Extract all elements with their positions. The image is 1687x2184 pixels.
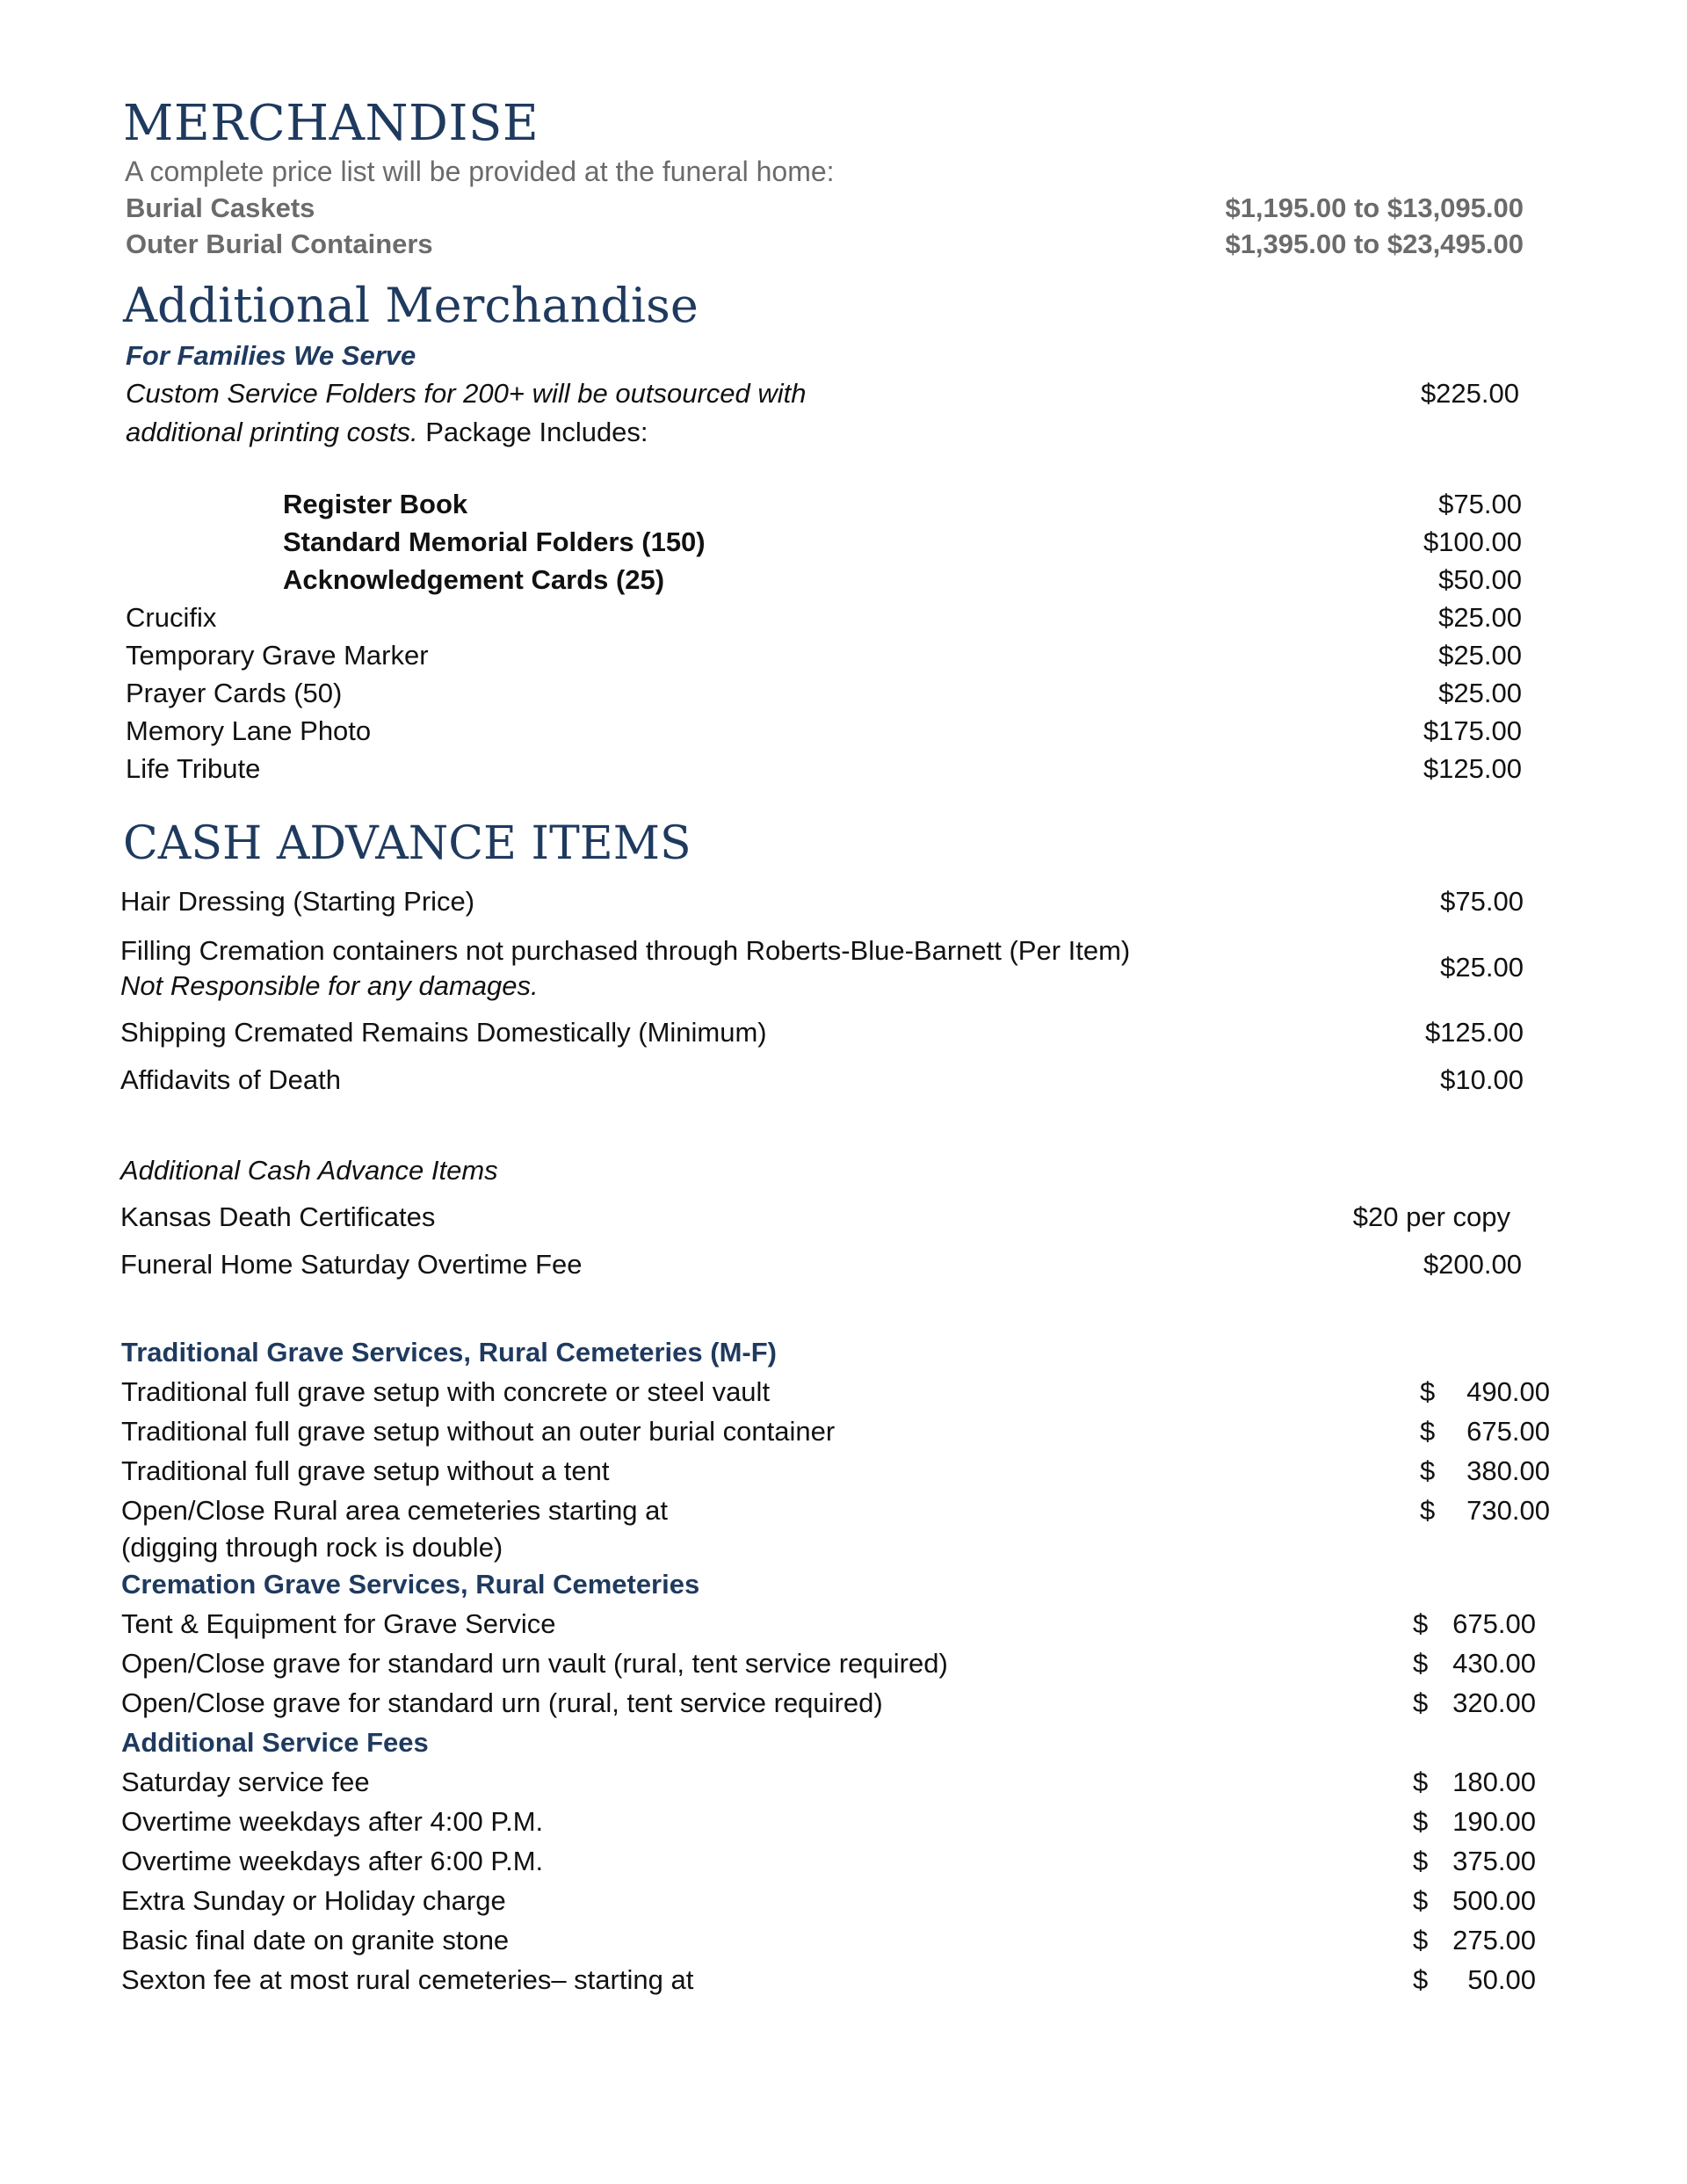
dollar-sign: $ <box>1413 1687 1429 1718</box>
amount: 730.00 <box>1466 1495 1550 1526</box>
death-certificates-price: $20 per copy <box>1352 1201 1510 1232</box>
fee-row-price <box>1413 1806 1536 1838</box>
amount: 380.00 <box>1466 1455 1550 1486</box>
death-certificates-label: Kansas Death Certificates <box>120 1201 436 1232</box>
grave-marker-label: Temporary Grave Marker <box>126 640 429 671</box>
memory-lane-price: $175.00 <box>1423 715 1522 746</box>
amount: 50.00 <box>1467 1964 1536 1995</box>
traditional-heading: Traditional Grave Services, Rural Cemeteries (M-F) <box>121 1337 777 1368</box>
custom-folders-line2 <box>126 417 648 448</box>
filling-cremation-note: Not Responsible for any damages. <box>120 970 539 1001</box>
amount: 675.00 <box>1452 1608 1536 1639</box>
fee-row: Saturday service fee <box>121 1767 370 1797</box>
fee-row-price <box>1413 1925 1536 1956</box>
additional-merchandise-title: Additional Merchandise <box>123 278 699 333</box>
dollar-sign: $ <box>1420 1416 1436 1447</box>
fee-row: Sexton fee at most rural cemeteries– starting at <box>121 1964 694 1995</box>
saturday-overtime-label: Funeral Home Saturday Overtime Fee <box>120 1249 583 1280</box>
memorial-folders-price: $100.00 <box>1423 526 1522 557</box>
traditional-row: Open/Close Rural area cemeteries starting at <box>121 1495 669 1526</box>
dollar-sign: $ <box>1413 1964 1429 1995</box>
additional-cash-heading: Additional Cash Advance Items <box>120 1155 498 1186</box>
traditional-row: Traditional full grave setup without a tent <box>121 1455 610 1486</box>
cremation-row-price <box>1413 1608 1536 1640</box>
prayer-cards-label: Prayer Cards (50) <box>126 678 343 708</box>
custom-folders-price: $225.00 <box>1420 378 1519 409</box>
fee-row-price <box>1413 1846 1536 1877</box>
cremation-row: Open/Close grave for standard urn vault (rural, tent service required) <box>121 1648 948 1679</box>
dollar-sign: $ <box>1420 1376 1436 1407</box>
shipping-label: Shipping Cremated Remains Domestically (Minimum) <box>120 1017 767 1048</box>
custom-folders-line1: Custom Service Folders for 200+ will be outsourced with <box>126 378 807 409</box>
fee-row: Overtime weekdays after 4:00 P.M. <box>121 1806 544 1837</box>
merchandise-intro: A complete price list will be provided at the funeral home: <box>125 156 835 187</box>
dollar-sign: $ <box>1413 1608 1429 1639</box>
affidavits-label: Affidavits of Death <box>120 1064 342 1095</box>
amount: 180.00 <box>1452 1767 1536 1797</box>
traditional-row-price <box>1420 1455 1550 1487</box>
amount: 490.00 <box>1466 1376 1550 1407</box>
dollar-sign: $ <box>1420 1495 1436 1526</box>
crucifix-price: $25.00 <box>1438 602 1522 633</box>
life-tribute-label: Life Tribute <box>126 753 261 784</box>
hair-dressing-label: Hair Dressing (Starting Price) <box>120 886 475 917</box>
fee-row-price <box>1413 1964 1536 1996</box>
dollar-sign: $ <box>1413 1648 1429 1679</box>
outer-containers-price: $1,395.00 to $23,495.00 <box>1225 229 1524 259</box>
rock-digging-note: (digging through rock is double) <box>121 1532 503 1563</box>
crucifix-label: Crucifix <box>126 602 217 633</box>
traditional-row-price <box>1420 1376 1550 1408</box>
cremation-row: Open/Close grave for standard urn (rural, tent service required) <box>121 1687 883 1718</box>
amount: 500.00 <box>1452 1885 1536 1916</box>
grave-marker-price: $25.00 <box>1438 640 1522 671</box>
outer-containers-label: Outer Burial Containers <box>126 229 433 259</box>
custom-folders-line2-rest: Package Includes: <box>417 417 648 447</box>
register-book-label: Register Book <box>283 489 468 519</box>
register-book-price: $75.00 <box>1438 489 1522 519</box>
affidavits-price: $10.00 <box>1440 1064 1524 1095</box>
dollar-sign: $ <box>1413 1846 1429 1876</box>
amount: 320.00 <box>1452 1687 1536 1718</box>
fees-heading: Additional Service Fees <box>121 1727 429 1758</box>
cremation-heading: Cremation Grave Services, Rural Cemeteries <box>121 1569 700 1600</box>
memory-lane-label: Memory Lane Photo <box>126 715 372 746</box>
memorial-folders-label: Standard Memorial Folders (150) <box>283 526 706 557</box>
hair-dressing-price: $75.00 <box>1440 886 1524 917</box>
acknowledgement-cards-price: $50.00 <box>1438 564 1522 595</box>
traditional-row: Traditional full grave setup with concrete or steel vault <box>121 1376 771 1407</box>
amount: 275.00 <box>1452 1925 1536 1955</box>
burial-caskets-price: $1,195.00 to $13,095.00 <box>1225 192 1524 223</box>
cremation-row-price <box>1413 1687 1536 1719</box>
shipping-price: $125.00 <box>1424 1017 1524 1048</box>
acknowledgement-cards-label: Acknowledgement Cards (25) <box>283 564 665 595</box>
amount: 190.00 <box>1452 1806 1536 1837</box>
amount: 430.00 <box>1452 1648 1536 1679</box>
traditional-row-price <box>1420 1495 1550 1527</box>
cremation-row: Tent & Equipment for Grave Service <box>121 1608 556 1639</box>
filling-cremation-label: Filling Cremation containers not purchased through Roberts-Blue-Barnett (Per Item) <box>120 935 1131 966</box>
dollar-sign: $ <box>1413 1885 1429 1916</box>
dollar-sign: $ <box>1420 1455 1436 1486</box>
traditional-row-price <box>1420 1416 1550 1448</box>
burial-caskets-label: Burial Caskets <box>126 192 315 223</box>
filling-cremation-price: $25.00 <box>1440 952 1524 983</box>
custom-folders-line2-italic: additional printing costs. <box>126 417 418 447</box>
amount: 375.00 <box>1452 1846 1536 1876</box>
cash-advance-title: CASH ADVANCE ITEMS <box>123 817 691 870</box>
cremation-row-price <box>1413 1648 1536 1680</box>
families-subtitle: For Families We Serve <box>126 340 416 371</box>
dollar-sign: $ <box>1413 1767 1429 1797</box>
life-tribute-price: $125.00 <box>1423 753 1522 784</box>
dollar-sign: $ <box>1413 1925 1429 1955</box>
fee-row: Extra Sunday or Holiday charge <box>121 1885 506 1916</box>
traditional-row: Traditional full grave setup without an outer burial container <box>121 1416 836 1447</box>
fee-row-price <box>1413 1767 1536 1798</box>
fee-row-price <box>1413 1885 1536 1917</box>
fee-row: Overtime weekdays after 6:00 P.M. <box>121 1846 544 1876</box>
amount: 675.00 <box>1466 1416 1550 1447</box>
merchandise-title: MERCHANDISE <box>123 95 539 152</box>
prayer-cards-price: $25.00 <box>1438 678 1522 708</box>
fee-row: Basic final date on granite stone <box>121 1925 510 1955</box>
saturday-overtime-price: $200.00 <box>1423 1249 1522 1280</box>
dollar-sign: $ <box>1413 1806 1429 1837</box>
